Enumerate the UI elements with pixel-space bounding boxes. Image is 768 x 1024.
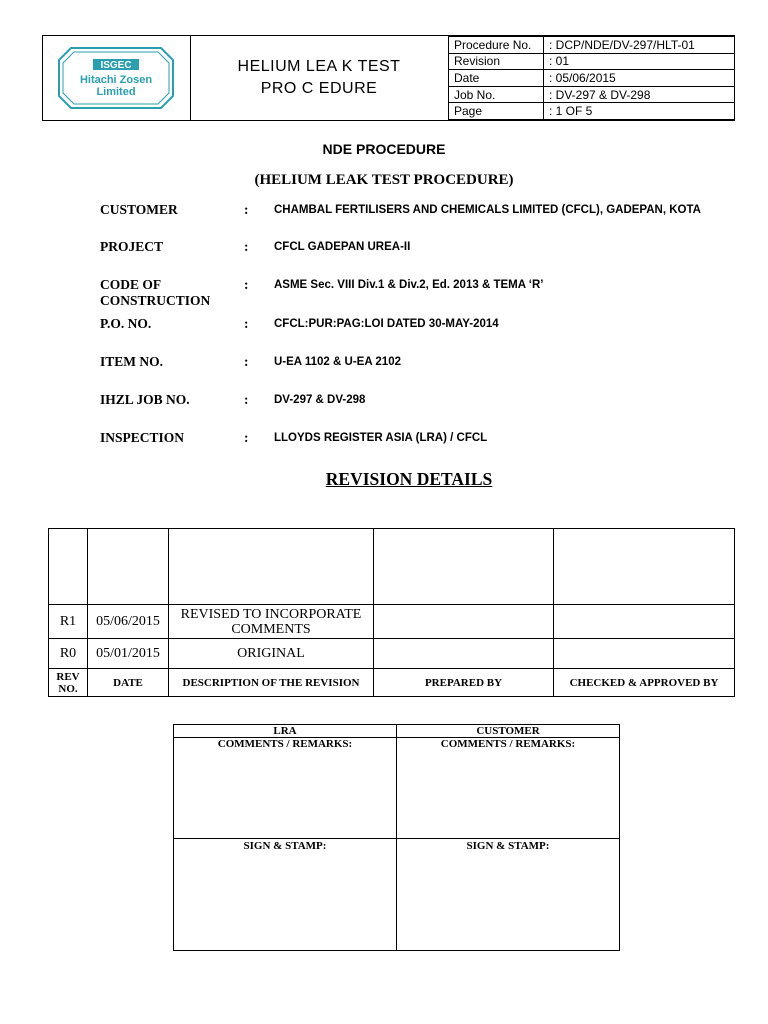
meta-row — [449, 53, 735, 70]
customer-sign-label: SIGN & STAMP: — [397, 839, 620, 951]
rev-date: 05/01/2015 — [88, 639, 169, 669]
info-colon: : — [244, 202, 249, 217]
meta-value: : DV-297 & DV-298 — [544, 86, 735, 103]
title-line-1: HELIUM LEA K TEST — [237, 58, 401, 75]
col-rev-no: REV NO. — [49, 669, 88, 697]
info-colon: : — [244, 430, 249, 445]
info-label: IHZL JOB NO. — [100, 392, 190, 407]
lra-comments-label: COMMENTS / REMARKS: — [174, 738, 397, 839]
col-customer: CUSTOMER — [397, 725, 620, 738]
info-colon: : — [244, 277, 249, 292]
info-label: CUSTOMER — [100, 202, 178, 217]
info-label: PROJECT — [100, 239, 164, 254]
info-colon: : — [244, 239, 249, 254]
meta-value: : DCP/NDE/DV-297/HLT-01 — [544, 37, 735, 54]
meta-label: Page — [449, 103, 544, 120]
document-header — [42, 35, 735, 121]
meta-label: Job No. — [449, 86, 544, 103]
logo-text-line1: ISGEC — [100, 60, 132, 71]
approval-header-row — [174, 725, 620, 738]
revision-row — [49, 639, 735, 669]
logo-cell — [43, 36, 191, 120]
meta-label: Revision — [449, 53, 544, 70]
revision-heading: REVISION DETAILS — [325, 469, 493, 489]
rev-description: REVISED TO INCORPORATE COMMENTS — [169, 605, 374, 639]
lra-sign-label: SIGN & STAMP: — [174, 839, 397, 951]
col-description: DESCRIPTION OF THE REVISION — [169, 669, 374, 697]
meta-row — [449, 37, 735, 54]
info-label: ITEM NO. — [100, 354, 164, 369]
info-value: CFCL:PUR:PAG:LOI DATED 30-MAY-2014 — [274, 318, 499, 330]
info-colon: : — [244, 392, 249, 407]
sign-row — [174, 839, 620, 951]
meta-value: : 01 — [544, 53, 735, 70]
rev-date: 05/06/2015 — [88, 605, 169, 639]
company-logo — [57, 46, 175, 110]
col-checked-approved-by: CHECKED & APPROVED BY — [554, 669, 735, 697]
meta-row — [449, 70, 735, 87]
col-prepared-by: PREPARED BY — [374, 669, 554, 697]
meta-value: : 1 OF 5 — [544, 103, 735, 120]
info-value: CFCL GADEPAN UREA-II — [274, 241, 411, 253]
revision-row-blank — [49, 529, 735, 605]
revision-row — [49, 605, 735, 639]
info-value: ASME Sec. VIII Div.1 & Div.2, Ed. 2013 & TEMA ‘R’ — [274, 279, 544, 291]
approval-table — [173, 724, 620, 951]
info-value: LLOYDS REGISTER ASIA (LRA) / CFCL — [274, 432, 488, 444]
rev-checked-by — [554, 639, 735, 669]
document-title: NDE PROCEDURE — [322, 141, 446, 157]
meta-label: Procedure No. — [449, 37, 544, 54]
meta-row — [449, 103, 735, 120]
col-date: DATE — [88, 669, 169, 697]
comments-row — [174, 738, 620, 839]
info-label: CODE OF CONSTRUCTION — [100, 277, 211, 308]
meta-row — [449, 86, 735, 103]
info-value: U-EA 1102 & U-EA 2102 — [274, 356, 401, 368]
info-colon: : — [244, 316, 249, 331]
title-line-2: PRO C EDURE — [260, 80, 378, 97]
rev-no: R1 — [49, 605, 88, 639]
rev-description: ORIGINAL — [169, 639, 374, 669]
meta-value: : 05/06/2015 — [544, 70, 735, 87]
logo-text-line2: Hitachi Zosen — [79, 74, 153, 86]
logo-text-line3: Limited — [96, 86, 136, 98]
rev-prepared-by — [374, 605, 554, 639]
revision-table — [48, 528, 735, 697]
document-subtitle: (HELIUM LEAK TEST PROCEDURE) — [254, 172, 514, 188]
customer-comments-label: COMMENTS / REMARKS: — [397, 738, 620, 839]
revision-header-row — [49, 669, 735, 697]
rev-no: R0 — [49, 639, 88, 669]
info-value: CHAMBAL FERTILISERS AND CHEMICALS LIMITED (CFCL), GADEPAN, KOTA — [274, 204, 701, 216]
info-label: P.O. NO. — [100, 316, 152, 331]
rev-prepared-by — [374, 639, 554, 669]
procedure-title — [190, 36, 448, 120]
info-label: INSPECTION — [100, 430, 185, 445]
meta-label: Date — [449, 70, 544, 87]
info-value: DV-297 & DV-298 — [274, 394, 366, 406]
info-colon: : — [244, 354, 249, 369]
rev-checked-by — [554, 605, 735, 639]
procedure-meta-table — [448, 36, 735, 120]
col-lra: LRA — [174, 725, 397, 738]
